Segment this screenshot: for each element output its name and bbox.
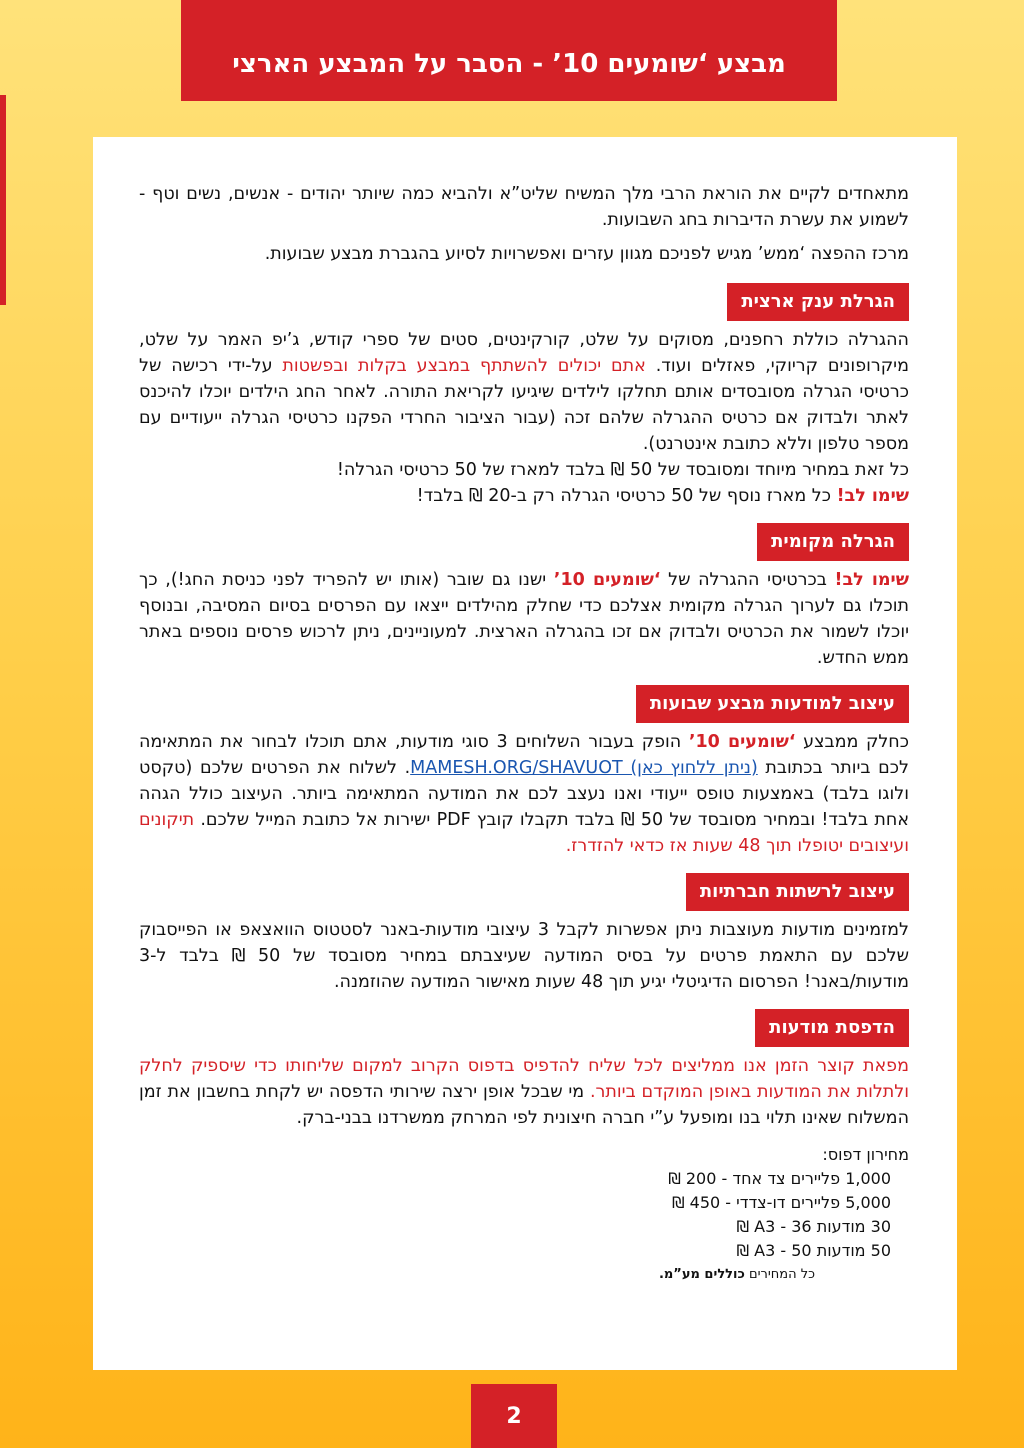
social-text: למזמינים מודעות מעוצבות ניתן אפשרות לקבל 3 עיצובי מודעות-באנר לסטטוס הוואצאפ או הפייסבוק שלכם עם התאמת פרטים על בסיס המודעה שעיצבתם במחיר מסובסד של 50 ₪ בלבד ל-3 מודעות/באנר! הפרסום הדיגיטלי יגיע תוך 48 שעות מאישור המודעה שהוזמנה. — [139, 920, 910, 992]
price-list-title: מחירון דפוס: — [822, 1145, 909, 1164]
section-heading-local-lottery — [139, 523, 909, 561]
section-heading-label: עיצוב לרשתות חברתיות — [686, 873, 909, 911]
attention-label: שימו לב! — [836, 486, 909, 506]
text-span: ישנו גם שובר (אותו יש להפריד לפני כניסת החג!), כך תוכלו גם לערוך הגרלה מקומית אצלכם כדי שחלק מהילדים ייצאו עם הפרסים בסיום המסיבה, ובנוסף יוכלו לשמור את הכרטיס ולבדוק אם זכו בהגרלה הארצית. למעוניינים, ניתן לרכוש פרסים נוספים באתר ממש החדש. — [139, 570, 909, 668]
section-heading-label: עיצוב למודעות מבצע שבועות — [636, 685, 909, 723]
text-span: כל המחירים — [744, 1267, 815, 1282]
text-span: מי שבכל אופן ירצה שירותי הדפסה יש לקחת בחשבון את זמן המשלוח שאינו תלוי בנו ומופעל ע”י חברה חיצונית לפי המרחק ממשרדנו בבני-ברק. — [139, 1082, 909, 1128]
title-banner — [181, 0, 837, 101]
design-text — [139, 729, 909, 859]
text-span: על-ידי רכישה של כרטיסי הגרלה מסובסדים אותם תחלקו לילדים שיגיעו לקריאת התורה. לאחר החג הילדים יוכלו להיכנס לאתר ולבדוק אם כרטיס ההגרלה שלהם זכה (עבור הציבור החרדי הפקנו כרטיסי הגרלה ייעודיים עם מספר טלפון וללא כתובת אינטרנט). — [139, 356, 909, 454]
highlight-text: תיקונים ועיצובים יטופלו תוך 48 שעות אז כדאי להזדרז. — [139, 810, 909, 856]
section-heading-design — [139, 685, 909, 723]
printing-text — [139, 1053, 909, 1131]
highlight-text: מפאת קוצר הזמן אנו ממליצים לכל שליח להדפיס בדפוס הקרוב למקום שליחותו כדי שיספיק לחלק ולתלות את המודעות באופן המוקדם ביותר. — [139, 1056, 910, 1102]
content-panel — [93, 137, 957, 1370]
price-list — [139, 1143, 909, 1287]
page-title: מבצע ‘שומעים 10’ - הסבר על המבצע הארצי — [232, 48, 786, 79]
website-link[interactable]: MAMESH.ORG/SHAVUOT (ניתן ללחוץ כאן) — [410, 758, 758, 778]
price-item: 30 מודעות A3 - 36 ₪ — [736, 1217, 891, 1236]
brand-name: ‘שומעים 10’ — [688, 732, 796, 752]
national-lottery-text — [139, 327, 909, 457]
section-heading-national-lottery — [139, 283, 909, 321]
vat-note: כוללים מע”מ. — [658, 1267, 745, 1282]
price-item: 5,000 פליירים דו-צדדי - 450 ₪ — [672, 1193, 891, 1212]
section-heading-social — [139, 873, 909, 911]
section-heading-label: הדפסת מודעות — [755, 1009, 909, 1047]
page-number — [471, 1384, 557, 1448]
section-heading-label: הגרלת ענק ארצית — [727, 283, 909, 321]
price-footnote — [139, 1263, 815, 1287]
text-span: . לשלוח את הפרטים שלכם (טקסט ולוגו בלבד) באמצעות טופס ייעודי ואנו נעצב לכם את המודעה המתאימה ביותר. העיצוב כולל הגהה אחת בלבד! ובמחיר מסובסד של 50 ₪ בלבד תקבלו קובץ PDF ישירות אל כתובת המייל שלכם. — [139, 758, 910, 830]
local-lottery-text — [139, 567, 909, 671]
section-heading-label: הגרלה מקומית — [757, 523, 909, 561]
price-item: 1,000 פליירים צד אחד - 200 ₪ — [668, 1169, 891, 1188]
highlight-text: אתם יכולים להשתתף במבצע בקלות ובפשטות — [282, 356, 646, 376]
edge-accent-strip — [0, 95, 6, 305]
intro-paragraph-2: מרכז ההפצה ‘ממש’ מגיש לפניכם מגוון עזרים ואפשרויות לסיוע בהגברת מבצע שבועות. — [264, 244, 909, 264]
content-body — [139, 181, 909, 1287]
text-span: כל מארז נוסף של 50 כרטיסי הגרלה רק ב-20 ₪ בלבד! — [416, 486, 837, 506]
text-span: הופק בעבור השלוחים 3 סוגי מודעות, אתם תוכלו לבחור את המתאימה לכם ביותר בכתובת — [139, 732, 909, 778]
section-heading-printing — [139, 1009, 909, 1047]
intro-paragraph: מתאחדים לקיים את הוראת הרבי מלך המשיח שליט”א ולהביא כמה שיותר יהודים - אנשים, נשים וטף - לשמוע את עשרת הדיברות בחג השבועות. — [139, 184, 909, 230]
text-span: בכרטיסי ההגרלה של — [660, 570, 835, 590]
text-span: כחלק ממבצע — [795, 732, 909, 752]
national-lottery-note — [139, 483, 909, 509]
price-items — [139, 1167, 891, 1263]
page-number-label: 2 — [506, 1403, 522, 1429]
brand-name: ‘שומעים 10’ — [553, 570, 661, 590]
attention-label: שימו לב! — [834, 570, 909, 590]
price-item: 50 מודעות A3 - 50 ₪ — [736, 1241, 891, 1260]
text-span: ההגרלה כוללת רחפנים, מסוקים על שלט, קורקינטים, סטים של ספרי קודש, ג’יפ האמר על שלט, מיקרופונים קריוקי, פאזלים ועוד. — [139, 330, 909, 376]
national-lottery-price: כל זאת במחיר מיוחד ומסובסד של 50 ₪ בלבד למארז של 50 כרטיסי הגרלה! — [336, 460, 909, 480]
